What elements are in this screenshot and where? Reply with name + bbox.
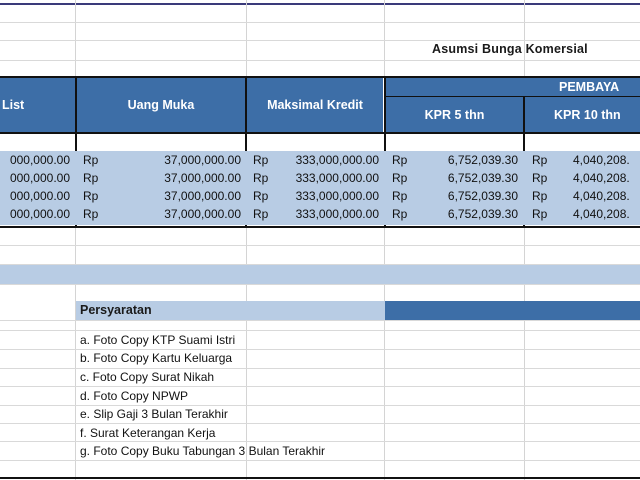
persyaratan-title[interactable]: Persyaratan xyxy=(80,303,152,317)
header-uang-muka-label: Uang Muka xyxy=(127,98,195,112)
header-cell-pembayaran[interactable] xyxy=(386,78,640,96)
list-item[interactable]: f. Surat Keterangan Kerja xyxy=(80,426,216,440)
cell-list[interactable]: 000,000.00 xyxy=(9,189,70,203)
currency-label: Rp xyxy=(83,189,99,203)
cell-kpr5[interactable]: 6,752,039.30 xyxy=(447,189,518,203)
cell-uang-muka[interactable]: 37,000,000.00 xyxy=(164,189,241,203)
cell-kpr10[interactable]: 4,040,208. xyxy=(573,153,630,167)
sheet-top-border xyxy=(0,3,640,5)
currency-label: Rp xyxy=(253,189,269,203)
currency-label: Rp xyxy=(532,207,548,221)
header-cell-uang-muka[interactable] xyxy=(77,78,245,132)
cell-maksimal-kredit[interactable]: 333,000,000.00 xyxy=(295,207,379,221)
header-kpr10-label: KPR 10 thn xyxy=(554,107,621,122)
header-cell-maksimal-kredit[interactable] xyxy=(247,78,383,132)
currency-label: Rp xyxy=(83,207,99,221)
header-kpr5-label: KPR 5 thn xyxy=(424,107,485,122)
header-list-label: List xyxy=(2,98,25,112)
cell-kpr5[interactable]: 6,752,039.30 xyxy=(447,207,518,221)
currency-label: Rp xyxy=(392,171,408,185)
cell-list[interactable]: 000,000.00 xyxy=(9,171,70,185)
cell-maksimal-kredit[interactable]: 333,000,000.00 xyxy=(295,153,379,167)
currency-label: Rp xyxy=(532,189,548,203)
currency-label: Rp xyxy=(253,153,269,167)
assumption-label[interactable]: Asumsi Bunga Komersial xyxy=(432,42,588,56)
persyaratan-dark-band xyxy=(385,301,640,320)
header-cell-kpr10[interactable] xyxy=(525,97,640,132)
currency-label: Rp xyxy=(253,171,269,185)
bottom-border xyxy=(0,477,640,479)
cell-kpr10[interactable]: 4,040,208. xyxy=(573,171,630,185)
cell-kpr5[interactable]: 6,752,039.30 xyxy=(447,171,518,185)
cell-list[interactable]: 000,000.00 xyxy=(9,153,70,167)
list-item[interactable]: b. Foto Copy Kartu Keluarga xyxy=(80,351,233,365)
currency-label: Rp xyxy=(392,207,408,221)
header-cell-list[interactable] xyxy=(0,78,75,132)
cell-uang-muka[interactable]: 37,000,000.00 xyxy=(164,153,241,167)
cell-kpr5[interactable]: 6,752,039.30 xyxy=(447,153,518,167)
currency-label: Rp xyxy=(83,171,99,185)
header-cell-kpr5[interactable] xyxy=(386,97,523,132)
summary-band xyxy=(0,265,640,284)
list-item[interactable]: c. Foto Copy Surat Nikah xyxy=(80,370,215,384)
cell-uang-muka[interactable]: 37,000,000.00 xyxy=(164,171,241,185)
list-item[interactable]: d. Foto Copy NPWP xyxy=(80,389,189,403)
list-item[interactable]: e. Slip Gaji 3 Bulan Terakhir xyxy=(80,407,228,421)
currency-label: Rp xyxy=(392,189,408,203)
currency-label: Rp xyxy=(532,171,548,185)
cell-list[interactable]: 000,000.00 xyxy=(9,207,70,221)
cell-kpr10[interactable]: 4,040,208. xyxy=(573,207,630,221)
currency-label: Rp xyxy=(392,153,408,167)
list-item[interactable]: g. Foto Copy Buku Tabungan 3 Bulan Terakhir xyxy=(80,444,326,458)
currency-label: Rp xyxy=(253,207,269,221)
cell-maksimal-kredit[interactable]: 333,000,000.00 xyxy=(295,189,379,203)
cell-uang-muka[interactable]: 37,000,000.00 xyxy=(164,207,241,221)
list-item[interactable]: a. Foto Copy KTP Suami Istri xyxy=(80,333,236,347)
cell-kpr10[interactable]: 4,040,208. xyxy=(573,189,630,203)
currency-label: Rp xyxy=(532,153,548,167)
header-maksimal-kredit-label: Maksimal Kredit xyxy=(267,98,363,112)
currency-label: Rp xyxy=(83,153,99,167)
cell-maksimal-kredit[interactable]: 333,000,000.00 xyxy=(295,171,379,185)
header-pembayaran-label: PEMBAYA xyxy=(559,80,620,94)
